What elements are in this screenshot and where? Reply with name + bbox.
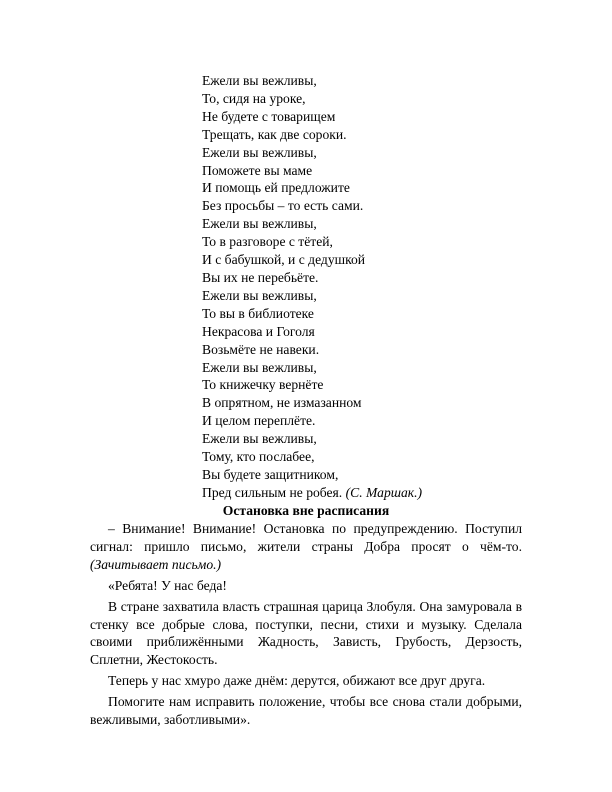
paragraph-letter-request: Помогите нам исправить положение, чтобы все снова стали добрыми, вежливыми, заботливыми». [90,694,522,728]
poem-line: То вы в библиотеке [202,305,314,321]
poem-attribution: (С. Маршак.) [345,484,423,500]
poem-line: И с бабушкой, и с дедушкой [202,252,366,268]
poem [202,72,422,502]
paragraph-announcement [90,520,522,574]
poem-line: И помощь ей предложите [202,180,350,196]
paragraph-letter-greeting: «Ребята! У нас беда! [108,577,227,593]
poem-line: Вы будете защитником, [202,466,339,482]
poem-line: Поможете вы маме [202,162,313,178]
poem-line: Ежели вы вежливы, [202,431,317,447]
announcement-text: – Внимание! Внимание! Остановка по предупреждению. Поступил сигнал: пришло письмо, жители страны Добра просят о чём-то. [90,521,522,554]
poem-line: То книжечку вернёте [202,377,324,393]
poem-line: И целом переплёте. [202,413,316,429]
poem-line-text: Пред сильным не робея. [202,484,343,500]
paragraph-letter-body: В стране захватила власть страшная царица Злобуля. Она замуровала в стенку все добрые слова, поступки, песни, стихи и музыку. Сделала своими приближёнными Жадность, Зависть, Грубость, Дерзость, Сплетни, Жестокость. [90,598,522,668]
poem-line: Некрасова и Гоголя [202,323,315,339]
poem-line: Не будете с товарищем [202,108,336,124]
section-heading: Остановка вне расписания [222,503,390,518]
poem-line: Ежели вы вежливы, [202,73,317,88]
prose-body [90,520,522,729]
poem-line: Без просьбы – то есть сами. [202,198,364,214]
poem-line: Вы их не перебьёте. [202,269,319,285]
paragraph-letter-complaint: Теперь у нас хмуро даже днём: дерутся, обижают все друг друга. [108,673,486,689]
poem-line: Возьмёте не навеки. [202,341,320,357]
stage-direction: (Зачитывает письмо.) [90,556,222,572]
poem-line: Трещать, как две сороки. [202,126,347,142]
poem-line: Ежели вы вежливы, [202,287,317,303]
poem-line: Ежели вы вежливы, [202,216,317,232]
poem-line: Ежели вы вежливы, [202,144,317,160]
poem-line: То в разговоре с тётей, [202,234,333,250]
poem-line: Тому, кто послабее, [202,449,315,465]
poem-line: В опрятном, не измазанном [202,395,362,411]
poem-last-line [202,484,422,502]
poem-line: Ежели вы вежливы, [202,359,317,375]
poem-line: То, сидя на уроке, [202,90,306,106]
